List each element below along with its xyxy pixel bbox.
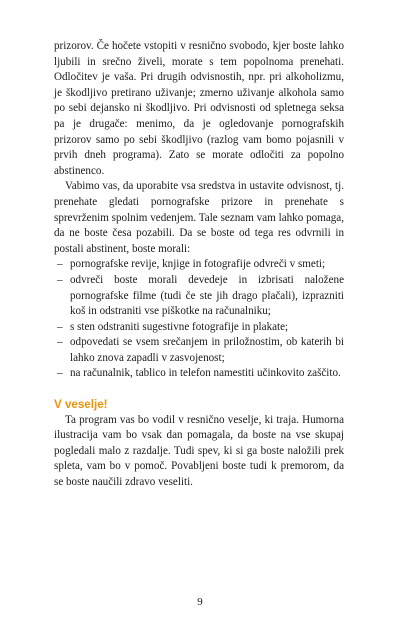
list-item: – odvreči boste morali devedeje in izbrisati naložene pornografske filme (tudi če ste jih drago plačali), izprazniti koš in odstraniti vse piškotke na računalniku; [57,273,344,318]
abstinence-checklist [54,257,344,382]
list-item: – s sten odstraniti sugestivne fotografije in plakate; [54,320,344,336]
bullet-dash: – [57,336,63,349]
bullet-dash: – [57,273,63,286]
bullet-dash: – [57,258,63,271]
list-item: – pornografske revije, knjige in fotografije odvreči v smeti; [54,257,344,273]
bullet-dash: – [57,320,63,333]
page-number: 9 [197,596,203,608]
paragraph-invitation: Vabimo vas, da uporabite vsa sredstva in ustavite odvisnost, tj. prenehate gledati pornografske prizore in prenehate s sprevrženim spolnim vedenjem. Tale seznam vam lahko pomaga, da ne boste česa pozabili. Da se boste od tega res odvrnili in postali abstinent, boste morali: [54,180,344,255]
paragraph-continued: prizorov. Če hočete vstopiti v resnično svobodo, kjer boste lahko ljubili in srečno živeli, morate s tem popolnoma prenehati. Odločitev je vaša. Pri drugih odvisnostih, npr. pri alkoholizmu, je škodljivo pretirano uživanje; zmerno uživanje alkohola samo po sebi dejansko ni škodljivo. Pri odvisnosti od spletnega seksa pa je drugače: menimo, da je ogledovanje pornografskih prizorov samo po sebi škodljivo (razlog vam bomo pojasnili v prvih dneh programa). Zato se morate odločiti za popolno abstinenco. [54,40,344,177]
list-item: – na računalnik, tablico in telefon namestiti učinkovito zaščito. [54,366,344,382]
page-content [54,39,344,491]
bullet-dash: – [57,367,63,380]
section-paragraph: Ta program vas bo vodil v resnično veselje, ki traja. Humorna ilustracija vam bo vsak dan pomagala, da boste na vse skupaj pogledali malo z razdalje. Tudi spev, ki si ga boste naložili prek spleta, vam bo v pomoč. Povabljeni boste tudi k premorom, da se boste naučili zdravo veseliti. [54,413,344,489]
section-heading: V veselje! [54,398,108,412]
list-item: – odpovedati se vsem srečanjem in priložnostim, ob katerih bi lahko znova zapadli v zasvojenost; [57,336,344,364]
